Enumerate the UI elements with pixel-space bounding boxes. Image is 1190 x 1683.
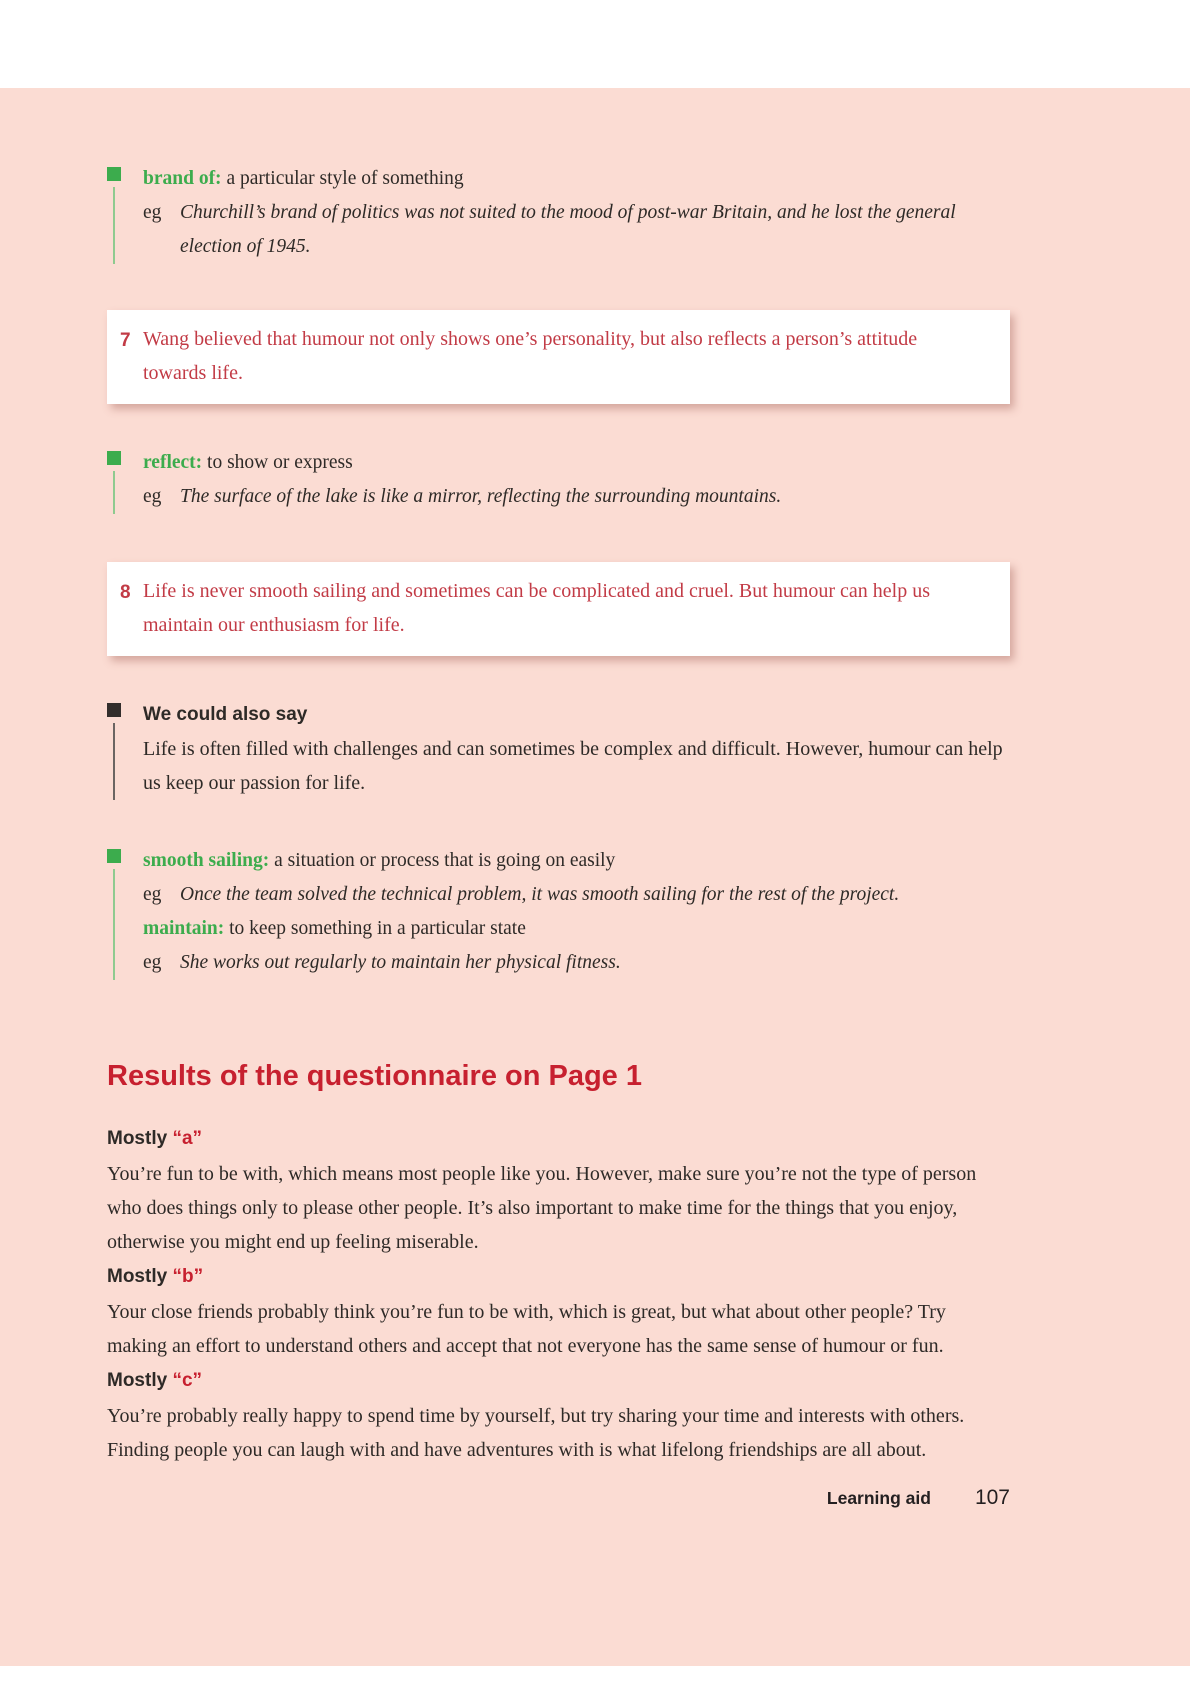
sentence-text: Life is never smooth sailing and sometimes can be complicated and cruel. But humour can help us maintain our enthusiasm for life. xyxy=(143,580,931,636)
vocab-definition: a particular style of something xyxy=(226,168,464,189)
vocab-entry xyxy=(143,162,1010,196)
bullet-rule-line xyxy=(113,723,115,800)
vocab-definition: a situation or process that is going on easily xyxy=(274,850,616,871)
result-label-row-b xyxy=(107,1261,1010,1293)
vocab-entry xyxy=(143,912,1010,946)
page-number: 107 xyxy=(974,1486,1010,1509)
vocab-block-reflect xyxy=(107,446,1010,514)
bullet-column xyxy=(107,162,121,264)
example-row xyxy=(143,196,1010,264)
eg-label: eg xyxy=(143,202,162,223)
example-row xyxy=(143,878,1010,912)
result-label-row-c xyxy=(107,1365,1010,1397)
result-label: Mostly xyxy=(107,1266,168,1287)
sentence-box-7 xyxy=(107,310,1010,404)
page-content xyxy=(107,88,1010,1467)
vocab-term: maintain: xyxy=(143,918,225,939)
could-say-heading: We could also say xyxy=(143,704,308,725)
eg-label: eg xyxy=(143,884,162,905)
example-row xyxy=(143,480,1010,514)
sentence-box-8 xyxy=(107,562,1010,656)
result-option: “c” xyxy=(172,1370,203,1391)
result-label: Mostly xyxy=(107,1370,168,1391)
result-paragraph-a: You’re fun to be with, which means most people like you. However, make sure you’re not the type of person who does things only to please other people. It’s also important to make time for the things that you enjoy, otherwise you might end up feeling miserable. xyxy=(107,1163,977,1253)
vocab-entry xyxy=(143,844,1010,878)
result-label-row-a xyxy=(107,1123,1010,1155)
bullet-rule-line xyxy=(113,471,115,514)
bullet-rule-line xyxy=(113,187,115,264)
result-paragraph-b: Your close friends probably think you’re fun to be with, which is great, but what about other people? Try making an effort to understand others and accept that not everyone has the same sense of humour or fun. xyxy=(107,1301,946,1357)
sentence-number: 8 xyxy=(120,582,131,603)
result-option: “b” xyxy=(172,1266,204,1287)
vocab-block-brand-of xyxy=(107,162,1010,264)
vocab-definition: to show or express xyxy=(207,452,353,473)
square-bullet-icon xyxy=(107,703,121,717)
square-bullet-icon xyxy=(107,849,121,863)
vocab-entry xyxy=(143,446,1010,480)
vocab-block-smooth-sailing xyxy=(107,844,1010,980)
result-paragraph-c: You’re probably really happy to spend time by yourself, but try sharing your time and interests with others. Finding people you can laugh with and have adventures with is what lifelong friendships are all about. xyxy=(107,1405,965,1461)
example-sentence: She works out regularly to maintain her physical fitness. xyxy=(180,952,621,973)
results-section-heading: Results of the questionnaire on Page 1 xyxy=(107,1060,642,1092)
bullet-column xyxy=(107,446,121,514)
result-option: “a” xyxy=(172,1128,203,1149)
bullet-rule-line xyxy=(113,869,115,980)
eg-label: eg xyxy=(143,952,162,973)
example-row xyxy=(143,946,1010,980)
could-say-text: Life is often filled with challenges and can sometimes be complex and difficult. However, humour can help us keep our passion for life. xyxy=(143,738,1003,794)
vocab-term: reflect: xyxy=(143,452,203,473)
sentence-number: 7 xyxy=(120,330,131,351)
sentence-text: Wang believed that humour not only shows one’s personality, but also reflects a person’s attitude towards life. xyxy=(143,328,918,384)
vocab-term: smooth sailing: xyxy=(143,850,270,871)
footer-section-label: Learning aid xyxy=(826,1488,931,1508)
square-bullet-icon xyxy=(107,167,121,181)
vocab-definition: to keep something in a particular state xyxy=(229,918,526,939)
result-label: Mostly xyxy=(107,1128,168,1149)
eg-label: eg xyxy=(143,486,162,507)
could-say-block xyxy=(107,698,1010,800)
bullet-column xyxy=(107,698,121,800)
example-sentence: Once the team solved the technical problem, it was smooth sailing for the rest of the project. xyxy=(180,884,900,905)
vocab-term: brand of: xyxy=(143,168,222,189)
page-footer xyxy=(107,1486,1010,1510)
example-sentence: Churchill’s brand of politics was not suited to the mood of post-war Britain, and he lost the general election of 1945. xyxy=(180,202,956,257)
bullet-column xyxy=(107,844,121,980)
example-sentence: The surface of the lake is like a mirror, reflecting the surrounding mountains. xyxy=(180,486,782,507)
square-bullet-icon xyxy=(107,451,121,465)
